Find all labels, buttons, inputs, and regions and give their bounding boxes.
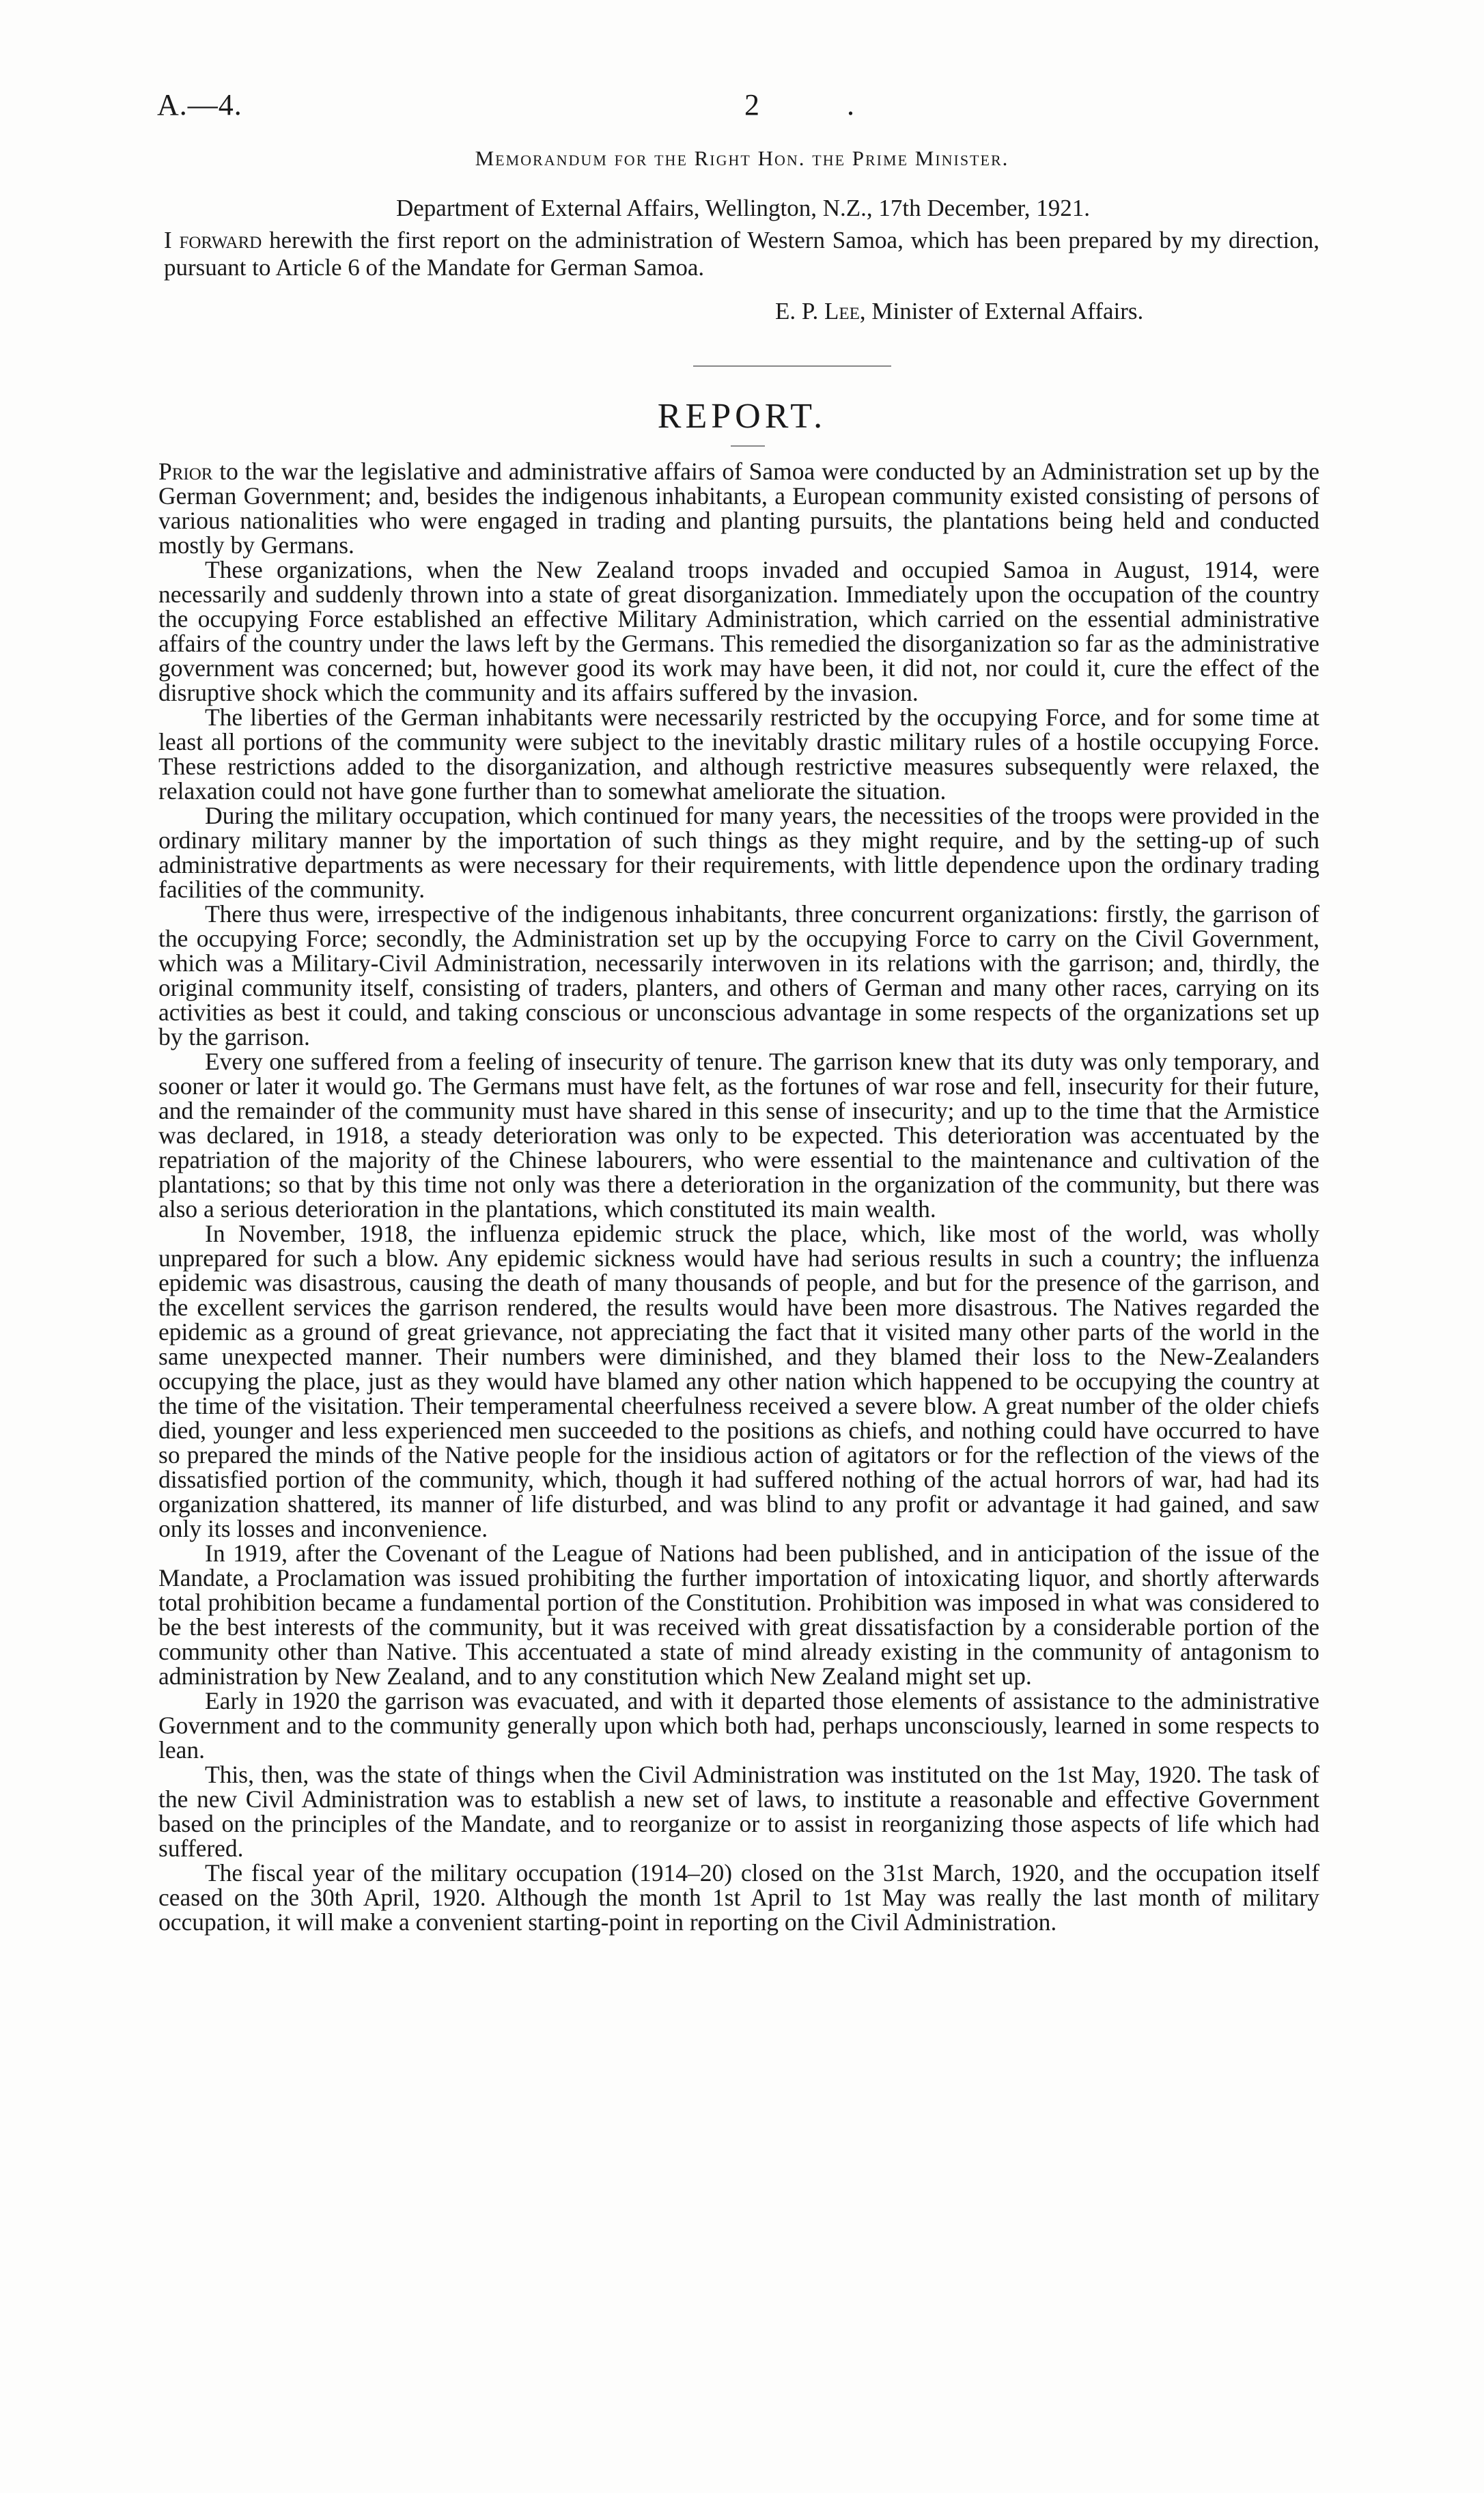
report-paragraph: The liberties of the German inhabitants were necessarily restricted by the occupying Force, and for some time at least all portions of the community were subject to the inevitably drastic military rules of a hostile occupying Force. These restrictions added to the disorganization, and although restrictive measures subsequently were relaxed, the relaxation could not have gone further than to somewhat ameliorate the situation. [158,704,1319,805]
report-lead-word: Prior [158,458,213,485]
stray-mark: . [847,88,854,122]
memo-title: Memorandum for the Right Hon. the Prime Minister. [475,146,1009,170]
page-number: 2 [744,88,759,122]
title-underline [731,445,765,447]
report-paragraph: Early in 1920 the garrison was evacuated, and with it departed those elements of assistance to the administrative Government and to the community generally upon which both had, perhaps unconsciously, learned in some respects to lean. [158,1687,1319,1764]
signature-title: Minister of External Affairs. [871,298,1144,324]
section-divider [693,365,891,367]
memo-signature [775,298,1143,325]
document-reference: A.—4. [157,88,242,122]
report-paragraph [158,459,1319,557]
report-paragraph: These organizations, when the New Zealand troops invaded and occupied Samoa in August, 1914, were necessarily and suddenly thrown into a state of great disorganization. Immediately upon the occupation of the country the occupying Force established an effective Military Administration, which carried on the essential administrative affairs of the country under the laws left by the Germans. This remedied the disorganization so far as the administrative government was concerned; but, however good its work may have been, it did not, nor could it, cure the effect of the disruptive shock which the community and its affairs suffered by the invasion. [158,556,1319,706]
report-paragraph: In November, 1918, the influenza epidemic struck the place, which, like most of the world, was wholly unprepared for such a blow. Any epidemic sickness would have had serious results in such a country; the influenza epidemic was disastrous, causing the death of many thousands of people, and but for the presence of the garrison, and the excellent services the garrison rendered, the results would have been more disastrous. The Natives regarded the epidemic as a ground of great grievance, not appreciating the fact that it visited many other parts of the world in the same unexpected manner. Their numbers were diminished, and they blamed their loss to the New-Zealanders occupying the place, just as they would have blamed any other nation which happened to be occupying the country at the time of the visitation. Their temperamental cheerfulness received a severe blow. A great number of the older chiefs died, younger and less experienced men succeeded to the positions as chiefs, and nothing could have occurred to have so prepared the minds of the Native people for the insidious action of agitators or for the reflection of the views of the dissatisfied portion of the community, which, though it had suffered nothing of the actual horrors of war, had had its organization shattered, its manner of life disturbed, and was blind to any profit or advantage it had gained, and saw only its losses and inconvenience. [158,1220,1319,1542]
memo-body-text: herewith the first report on the administration of Western Samoa, which has been prepared by my direction, pursuant to Article 6 of the Mandate for German Samoa. [164,227,1319,281]
report-paragraph: There thus were, irrespective of the indigenous inhabitants, three concurrent organizations: firstly, the garrison of the occupying Force; secondly, the Administration set up by the occupying Force to carry on the Civil Government, which was a Military-Civil Administration, necessarily interwoven in its relations with the garrison; and, thirdly, the original community itself, consisting of traders, planters, and others of German and many other races, carrying on its activities as best it could, and taking conscious or unconscious advantage in some respects of the organizations set up by the garrison. [158,900,1319,1050]
memo-department-line: Department of External Affairs, Wellington, N.Z., 17th December, 1921. [396,195,1091,221]
memo-body [164,227,1319,281]
signature-surname: Lee, [824,298,866,324]
paragraph-text: to the war the legislative and administrative affairs of Samoa were conducted by an Administration set up by the German Government; and, besides the indigenous inhabitants, a European community existed consisting of persons of various nationalities who were engaged in trading and planting pursuits, the plantations being held and conducted mostly by Germans. [158,458,1319,559]
report-paragraph: Every one suffered from a feeling of insecurity of tenure. The garrison knew that its duty was only temporary, and sooner or later it would go. The Germans must have felt, as the fortunes of war rose and fell, insecurity for their future, and the remainder of the community must have shared in this sense of insecurity; and up to the time that the Armistice was declared, in 1918, a steady deterioration was only to be expected. This deterioration was accentuated by the repatriation of the majority of the Chinese labourers, who were essential to the maintenance and cultivation of the plantations; so that by this time not only was there a deterioration in the organization of the community, but there was also a serious deterioration in the plantations, which constituted its main wealth. [158,1048,1319,1223]
report-paragraph: This, then, was the state of things when the Civil Administration was instituted on the 1st May, 1920. The task of the new Civil Administration was to establish a new set of laws, to institute a reasonable and effective Government based on the principles of the Mandate, and to reorganize or to assist in reorganizing those aspects of life which had suffered. [158,1761,1319,1862]
report-title: REPORT. [657,397,827,436]
report-paragraph: The fiscal year of the military occupation (1914–20) closed on the 31st March, 1920, and the occupation itself ceased on the 30th April, 1920. Although the month 1st April to 1st May was really the last month of military occupation, it will make a convenient starting-point in reporting on the Civil Administration. [158,1859,1319,1936]
signature-initials: E. P. [775,298,819,324]
report-body [158,459,1319,1934]
memo-lead-word: I forward [164,227,262,253]
report-paragraph: During the military occupation, which continued for many years, the necessities of the troops were provided in the ordinary military manner by the importation of such things as they might require, and by the setting-up of such administrative departments as were necessary for their requirements, with little dependence upon the ordinary trading facilities of the community. [158,802,1319,903]
report-paragraph: In 1919, after the Covenant of the League of Nations had been published, and in anticipation of the issue of the Mandate, a Proclamation was issued prohibiting the further importation of intoxicating liquor, and shortly afterwards total prohibition became a fundamental portion of the Constitution. Prohibition was imposed in what was considered to be the best interests of the community, but it was received with great dissatisfaction by a considerable portion of the community other than Native. This accentuated a state of mind already existing in the community of antagonism to administration by New Zealand, and to any constitution which New Zealand might set up. [158,1540,1319,1690]
